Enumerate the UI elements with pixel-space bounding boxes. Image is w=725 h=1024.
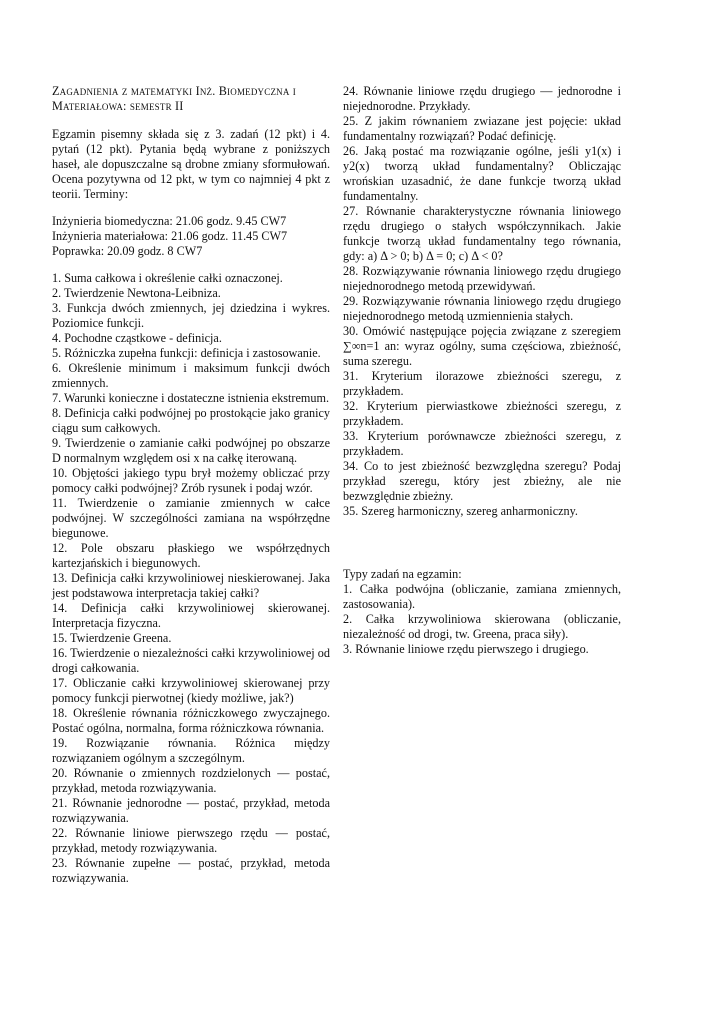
topic-item: 27. Równanie charakterystyczne równania liniowego rzędu drugiego o stałych współczynnikach. Jakie funkcje tworzą układ fundamentalny tego równania, gdy: a) Δ > 0; b) Δ = 0; c) Δ < 0? [343,204,621,263]
topic-item: 31. Kryterium ilorazowe zbieżności szeregu, z przykładem. [343,369,621,398]
topics-list-left [52,271,330,886]
topic-item: 7. Warunki konieczne i dostateczne istnienia ekstremum. [52,391,329,405]
topic-item: 24. Równanie liniowe rzędu drugiego — jednorodne i niejednorodne. Przykłady. [343,84,621,113]
topics-list-right [343,84,621,519]
title-line-2: Materiałowa: semestr II [52,99,184,113]
topic-item: 1. Suma całkowa i określenie całki oznaczonej. [52,271,283,285]
topic-item: 6. Określenie minimum i maksimum funkcji dwóch zmiennych. [52,361,330,390]
topic-item: 16. Twierdzenie o niezależności całki krzywoliniowej od drogi całkowania. [52,646,330,675]
topic-item: 23. Równanie zupełne — postać, przykład, metoda rozwiązywania. [52,856,330,885]
right-column [343,84,621,657]
topic-item: 3. Funkcja dwóch zmiennych, jej dziedzina i wykres. Poziomice funkcji. [52,301,330,330]
topic-item: 34. Co to jest zbieżność bezwzględna szeregu? Podaj przykład szeregu, który jest zbieżny, ale nie bezwzględnie zbieżny. [343,459,621,503]
topic-item: 19. Rozwiązanie równania. Różnica między rozwiązaniem ogólnym a szczególnym. [52,736,330,765]
topic-item: 22. Równanie liniowe pierwszego rzędu — postać, przykład, metody rozwiązywania. [52,826,330,855]
topic-item: 26. Jaką postać ma rozwiązanie ogólne, jeśli y1(x) i y2(x) tworzą układ fundamentalny? Obliczając wrońskian uzasadnić, że dane funkcje tworzą układ fundamentalny. [343,144,621,203]
task-type-item: 1. Całka podwójna (obliczanie, zamiana zmiennych, zastosowania). [343,582,621,611]
topic-item: 15. Twierdzenie Greena. [52,631,172,645]
title-line-1: Zagadnienia z matematyki Inż. Biomedyczna i [52,84,296,98]
topic-item: 29. Rozwiązywanie równania liniowego rzędu drugiego niejednorodnego metodą uzmiennienia stałych. [343,294,621,323]
topic-item: 9. Twierdzenie o zamianie całki podwójnej po obszarze D normalnym względem osi x na całkę iterowaną. [52,436,330,465]
intro-paragraph: Egzamin pisemny składa się z 3. zadań (12 pkt) i 4. pytań (12 pkt). Pytania będą wybrane z poniższych haseł, ale dopuszczalne są drobne zmiany sformułowań. Ocena pozytywna od 12 pkt, w tym co najmniej 4 pkt z teorii. Terminy: [52,127,330,201]
topic-item: 17. Obliczanie całki krzywoliniowej skierowanej przy pomocy funkcji pierwotnej (kiedy możliwe, jak?) [52,676,330,705]
exam-task-types-list [343,582,621,657]
topic-item: 2. Twierdzenie Newtona-Leibniza. [52,286,221,300]
topic-item: 33. Kryterium porównawcze zbieżności szeregu, z przykładem. [343,429,621,458]
topic-item: 14. Definicja całki krzywoliniowej skierowanej. Interpretacja fizyczna. [52,601,330,630]
task-type-item: 3. Równanie liniowe rzędu pierwszego i drugiego. [343,642,589,656]
topic-item: 21. Równanie jednorodne — postać, przykład, metoda rozwiązywania. [52,796,330,825]
left-column [52,84,330,886]
document-title [52,84,330,114]
topic-item: 32. Kryterium pierwiastkowe zbieżności szeregu, z przykładem. [343,399,621,428]
topic-item: 4. Pochodne cząstkowe - definicja. [52,331,222,345]
topic-item: 5. Różniczka zupełna funkcji: definicja i zastosowanie. [52,346,321,360]
exam-task-types-heading: Typy zadań na egzamin: [343,567,462,581]
task-type-item: 2. Całka krzywoliniowa skierowana (obliczanie, niezależność od drogi, tw. Greena, praca siły). [343,612,621,641]
topic-item: 8. Definicja całki podwójnej po prostokącie jako granicy ciągu sum całkowych. [52,406,330,435]
date-line: Poprawka: 20.09 godz. 8 CW7 [52,244,203,258]
topic-item: 25. Z jakim równaniem zwiazane jest pojęcie: układ fundamentalny rozwiązań? Podać definicję. [343,114,621,143]
topic-item: 28. Rozwiązywanie równania liniowego rzędu drugiego niejednorodnego metodą przewidywań. [343,264,621,293]
exam-dates [52,214,330,259]
topic-item: 20. Równanie o zmiennych rozdzielonych — postać, przykład, metoda rozwiązywania. [52,766,330,795]
topic-item: 13. Definicja całki krzywoliniowej nieskierowanej. Jaka jest podstawowa interpretacja takiej całki? [52,571,330,600]
date-line: Inżynieria biomedyczna: 21.06 godz. 9.45 CW7 [52,214,287,228]
topic-item: 18. Określenie równania różniczkowego zwyczajnego. Postać ogólna, normalna, forma różniczkowa równania. [52,706,330,735]
topic-item: 11. Twierdzenie o zamianie zmiennych w całce podwójnej. W szczególności zamiana na współrzędne biegunowe. [52,496,330,540]
topic-item: 12. Pole obszaru płaskiego we współrzędnych kartezjańskich i biegunowych. [52,541,330,570]
topic-item: 30. Omówić następujące pojęcia związane z szeregiem ∑∞n=1 an: wyraz ogólny, suma częściowa, zbieżność, suma szeregu. [343,324,621,368]
topic-item: 35. Szereg harmoniczny, szereg anharmoniczny. [343,504,578,518]
topic-item: 10. Objętości jakiego typu brył możemy obliczać przy pomocy całki podwójnej? Zrób rysunek i podaj wzór. [52,466,330,495]
date-line: Inżynieria materiałowa: 21.06 godz. 11.45 CW7 [52,229,288,243]
